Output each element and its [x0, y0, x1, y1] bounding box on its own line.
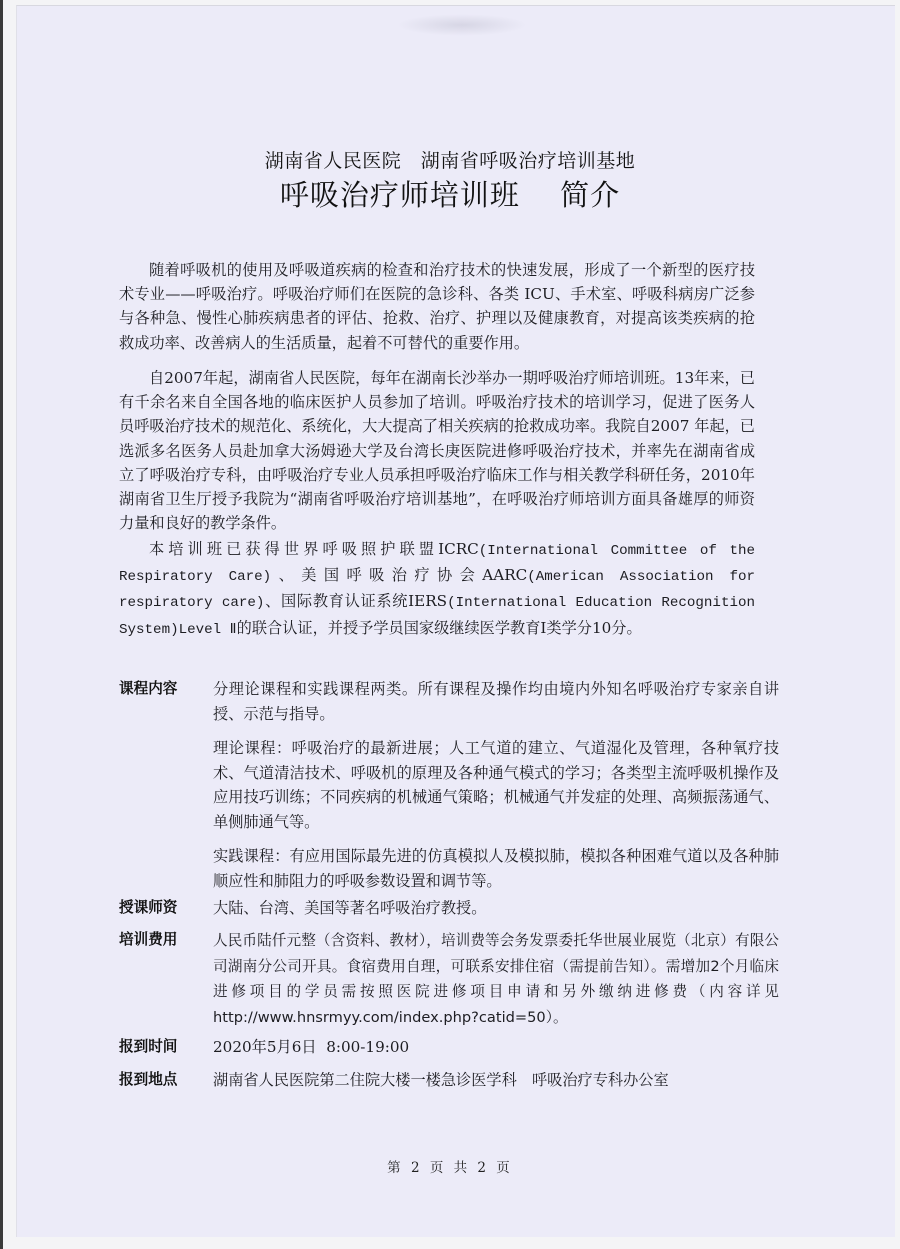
practice-course: 实践课程：有应用国际最先进的仿真模拟人及模拟肺，模拟各种困难气道以及各种肺顺应性和肺阻力的呼吸参数设置和调节等。	[213, 847, 779, 890]
accreditation-paragraph	[119, 537, 755, 642]
registration-place-label: 报到地点	[119, 1071, 178, 1088]
icrc-fullname: (International Committee of the Respiratory Care)	[119, 543, 755, 586]
page-indicator: 第 2 页 共 2 页	[387, 1160, 513, 1176]
accreditation-text-2: 、美国呼吸治疗协会AARC	[271, 566, 528, 585]
registration-place-value: 湖南省人民医院第二住院大楼一楼急诊医学科 呼吸治疗专科办公室	[213, 1071, 669, 1089]
accreditation-text-1: 本培训班已获得世界呼吸照护联盟ICRC	[149, 540, 479, 558]
course-summary: 分理论课程和实践课程两类。所有课程及操作均由境内外知名呼吸治疗专家亲自讲授、示范与指导。	[213, 680, 779, 723]
registration-time-label: 报到时间	[119, 1038, 178, 1055]
fee-value	[213, 928, 779, 1030]
intro-paragraph-2: 自2007年起，湖南省人民医院，每年在湖南长沙举办一期呼吸治疗师培训班。13年来，已有千余名来自全国各地的临床医护人员参加了培训。呼吸治疗技术的培训学习，促进了医务人员呼吸治疗技术的规范化、系统化，大大提高了相关疾病的抢救成功率。我院自2007 年起，已选派多名医务人员赴加拿大汤姆逊大学及台湾长庚医院进修呼吸治疗技术，并率先在湖南省成立了呼吸治疗专科，由呼吸治疗专业人员承担呼吸治疗临床工作与相关教学科研任务，2010年湖南省卫生厅授予我院为“湖南省呼吸治疗培训基地”，在呼吸治疗师培训方面具备雄厚的师资力量和良好的教学条件。	[119, 369, 755, 533]
teachers-value: 大陆、台湾、美国等著名呼吸治疗教授。	[213, 899, 487, 917]
fee-link[interactable]: http://www.hnsrmyy.com/index.php?catid=50	[213, 1008, 546, 1026]
theory-course: 理论课程：呼吸治疗的最新进展；人工气道的建立、气道湿化及管理，各种氧疗技术、气道清洁技术、呼吸机的原理及各种通气模式的学习；各类型主流呼吸机操作及应用技巧训练；不同疾病的机械通气策略；机械通气并发症的处理、高频振荡通气、单侧肺通气等。	[213, 739, 779, 831]
organization-heading: 湖南省人民医院 湖南省呼吸治疗培训基地	[264, 150, 636, 172]
registration-time-value: 2020年5月6日 8:00-19:00	[213, 1038, 410, 1056]
fee-text: 人民币陆仟元整（含资料、教材），培训费等会务发票委托华世展业展览（北京）有限公司湖南分公司开具。食宿费用自理，可联系安排住宿（需提前告知）。需增加2个月临床进修项目的学员需按照医院进修项目申请和另外缴纳进修费（内容详见	[213, 932, 779, 1000]
fee-suffix: ）。	[545, 1008, 568, 1026]
intro-paragraph-1: 随着呼吸机的使用及呼吸道疾病的检查和治疗技术的快速发展，形成了一个新型的医疗技术专业——呼吸治疗。呼吸治疗师们在医院的急诊科、各类 ICU、手术室、呼吸科病房广泛参与各种急、慢性心肺疾病患者的评估、抢救、治疗、护理以及健康教育，对提高该类疾病的抢救成功率、改善病人的生活质量，起着不可替代的重要作用。	[119, 261, 755, 352]
iers-fullname: (International Education Recognition System)Level Ⅱ	[119, 595, 755, 638]
accreditation-text-4: 的联合认证，并授予学员国家级继续医学教育Ⅰ类学分10分。	[236, 618, 642, 637]
course-content-label: 课程内容	[119, 680, 178, 697]
aarc-fullname: (American Association for respiratory care)	[119, 569, 755, 612]
fee-label: 培训费用	[119, 931, 178, 948]
document-title: 呼吸治疗师培训班 简介	[279, 178, 621, 212]
teachers-label: 授课师资	[119, 899, 178, 916]
accreditation-text-3: 、国际教育认证系统IERS	[264, 592, 448, 611]
course-content-body	[213, 677, 779, 903]
